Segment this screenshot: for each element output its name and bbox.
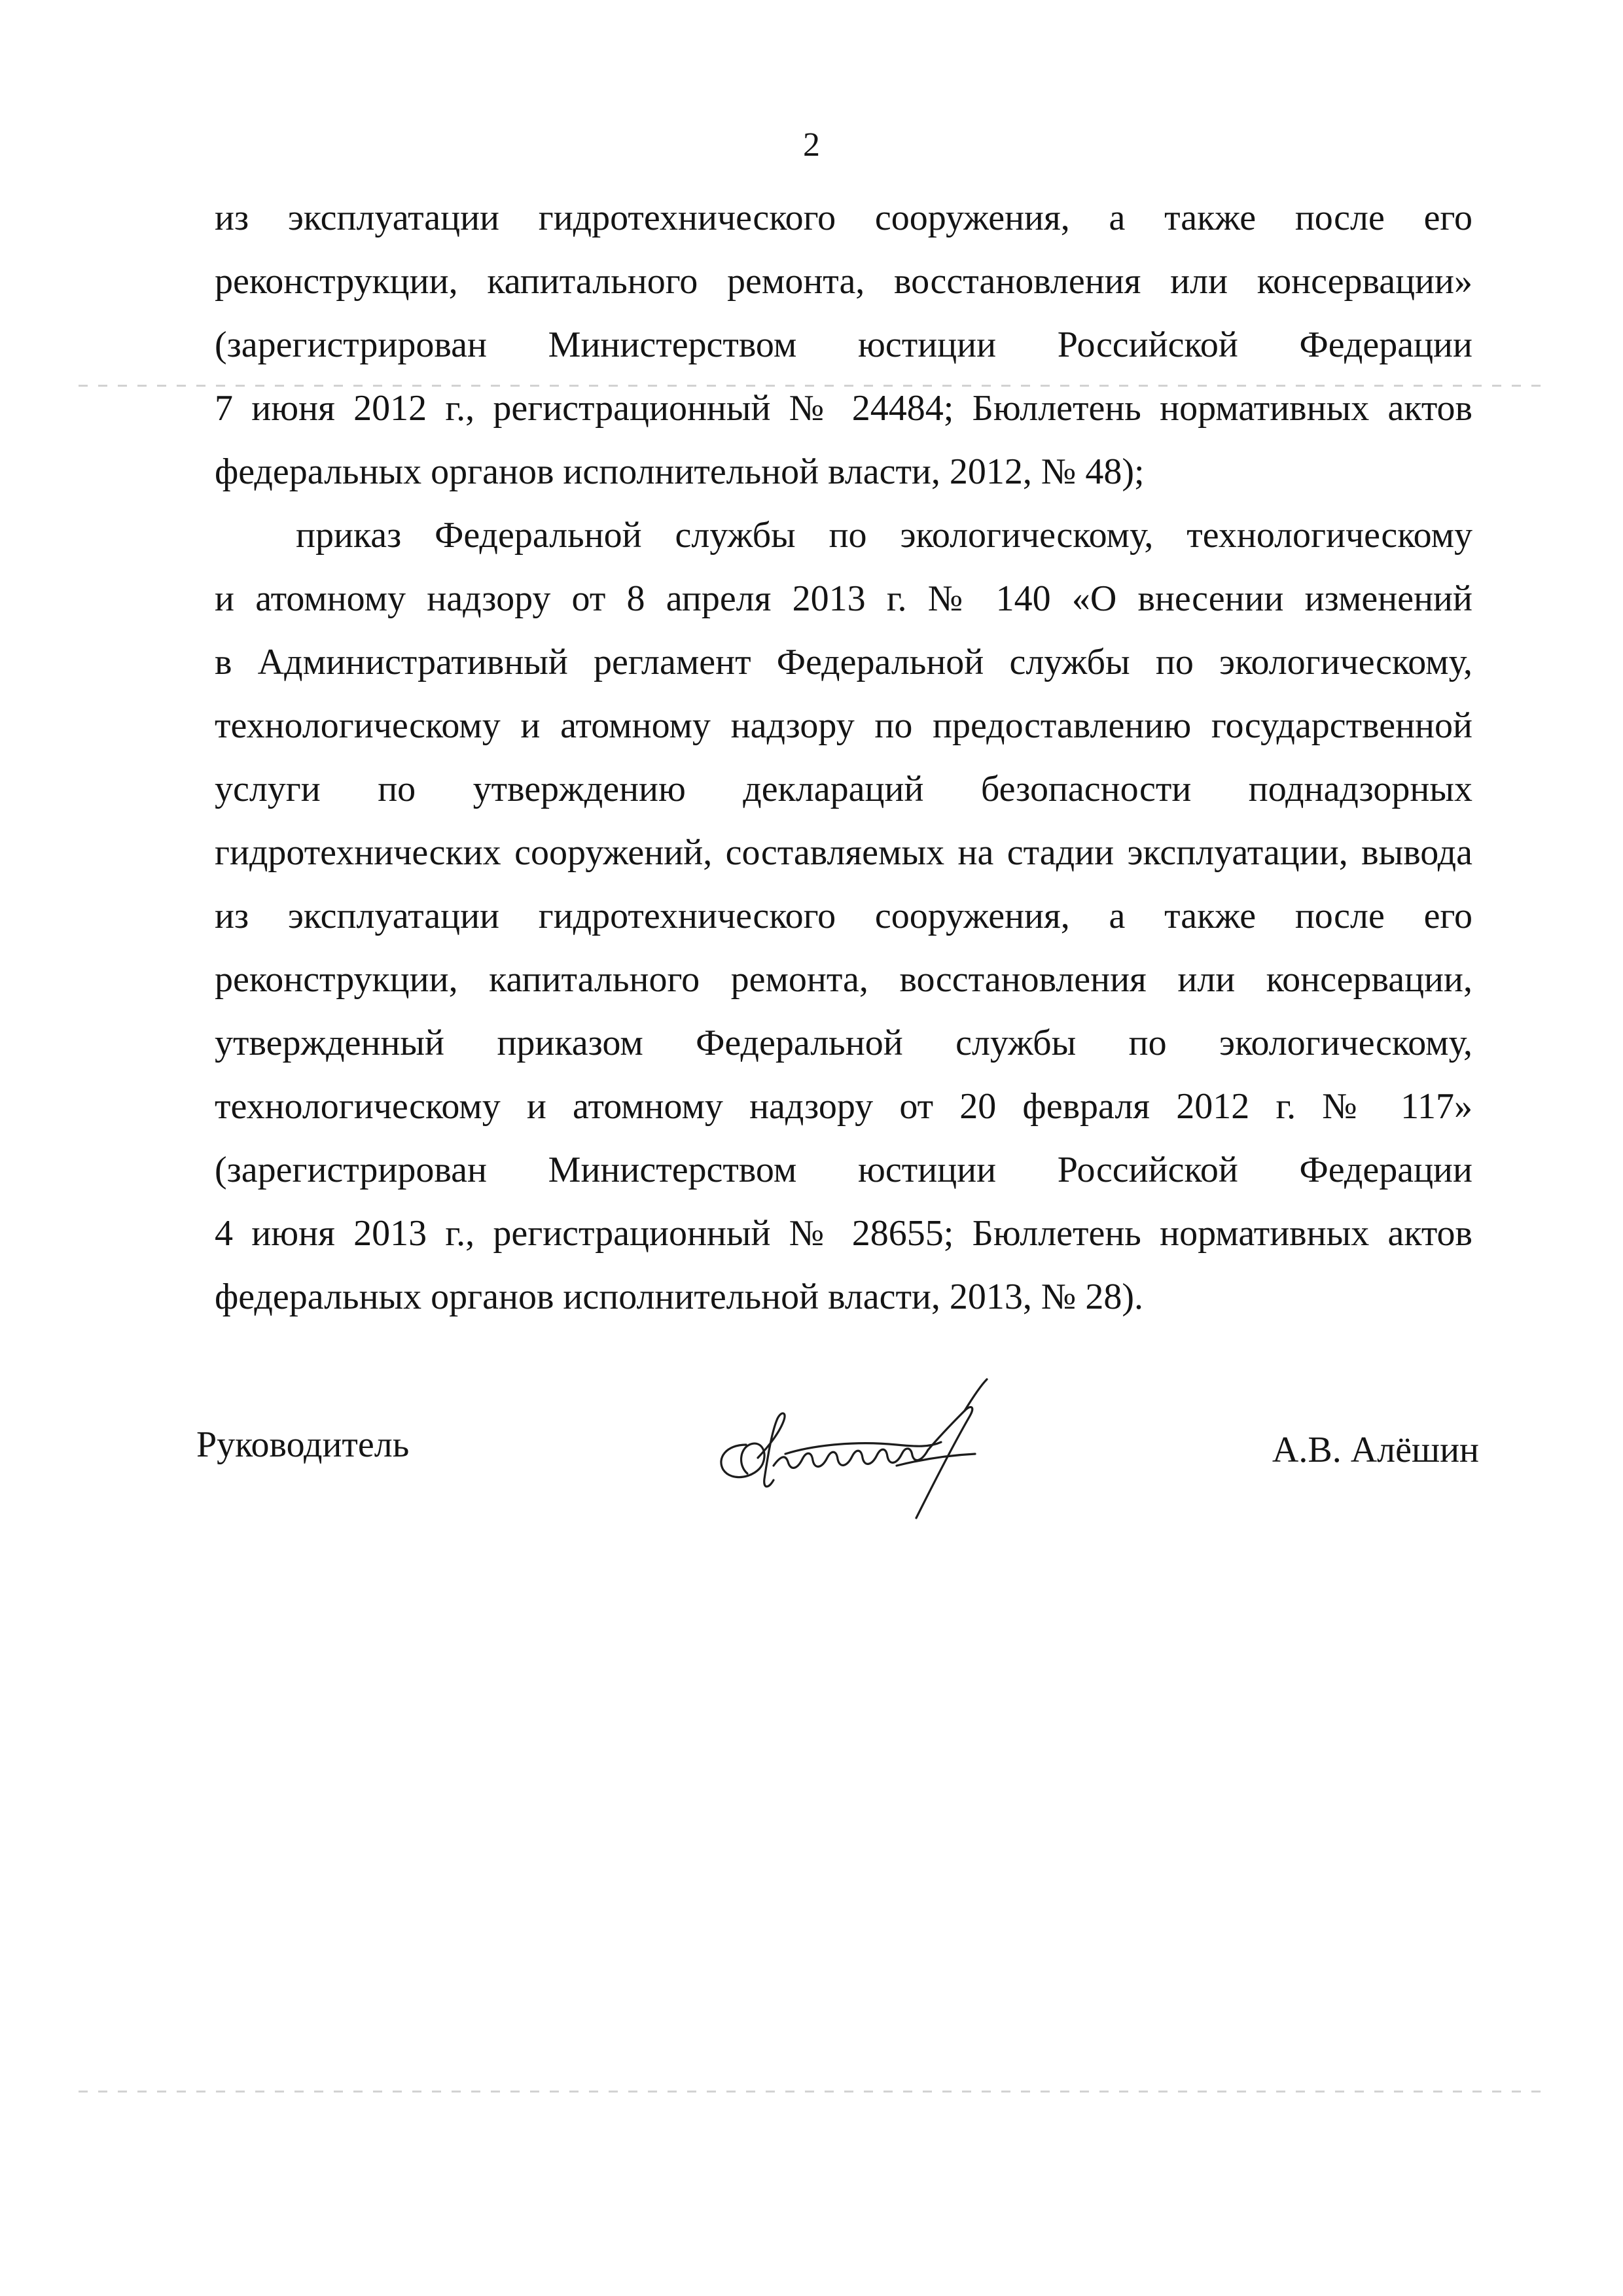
signer-name: А.В. Алёшин (1272, 1430, 1479, 1470)
text-line: из эксплуатации гидротехнического сооружения, а также после его (215, 896, 1472, 936)
text-line: федеральных органов исполнительной власти, 2012, № 48); (215, 451, 1145, 492)
text-line: федеральных органов исполнительной власти, 2013, № 28). (215, 1277, 1143, 1317)
scan-artifact-line (79, 2091, 1551, 2093)
text-line: услуги по утверждению деклараций безопасности поднадзорных (215, 769, 1472, 809)
text-line: (зарегистрирован Министерством юстиции Российской Федерации (215, 1150, 1472, 1190)
text-line: из эксплуатации гидротехнического сооружения, а также после его (215, 198, 1472, 238)
text-line: технологическому и атомному надзору по предоставлению государственной (215, 705, 1472, 746)
page-number: 2 (803, 126, 820, 164)
text-line: гидротехнических сооружений, составляемых на стадии эксплуатации, вывода (215, 832, 1472, 873)
text-line: реконструкции, капитального ремонта, восстановления или консервации, (215, 959, 1472, 1000)
text-line: 7 июня 2012 г., регистрационный № 24484; Бюллетень нормативных актов (215, 388, 1472, 429)
signer-title: Руководитель (196, 1424, 410, 1465)
text-line: в Административный регламент Федеральной службы по экологическому, (215, 642, 1472, 682)
text-line: (зарегистрирован Министерством юстиции Российской Федерации (215, 325, 1472, 365)
signature-block (196, 1368, 1479, 1538)
text-line: и атомному надзору от 8 апреля 2013 г. № 140 «О внесении изменений (215, 578, 1472, 619)
document-body (215, 186, 1472, 1329)
text-line: утвержденный приказом Федеральной службы по экологическому, (215, 1023, 1472, 1063)
text-line: 4 июня 2013 г., регистрационный № 28655; Бюллетень нормативных актов (215, 1213, 1472, 1254)
text-line: реконструкции, капитального ремонта, восстановления или консервации» (215, 261, 1472, 302)
text-line: технологическому и атомному надзору от 20 февраля 2012 г. № 117» (215, 1086, 1472, 1127)
text-line: приказ Федеральной службы по экологическому, технологическому (296, 515, 1472, 556)
handwritten-signature (700, 1368, 1041, 1538)
